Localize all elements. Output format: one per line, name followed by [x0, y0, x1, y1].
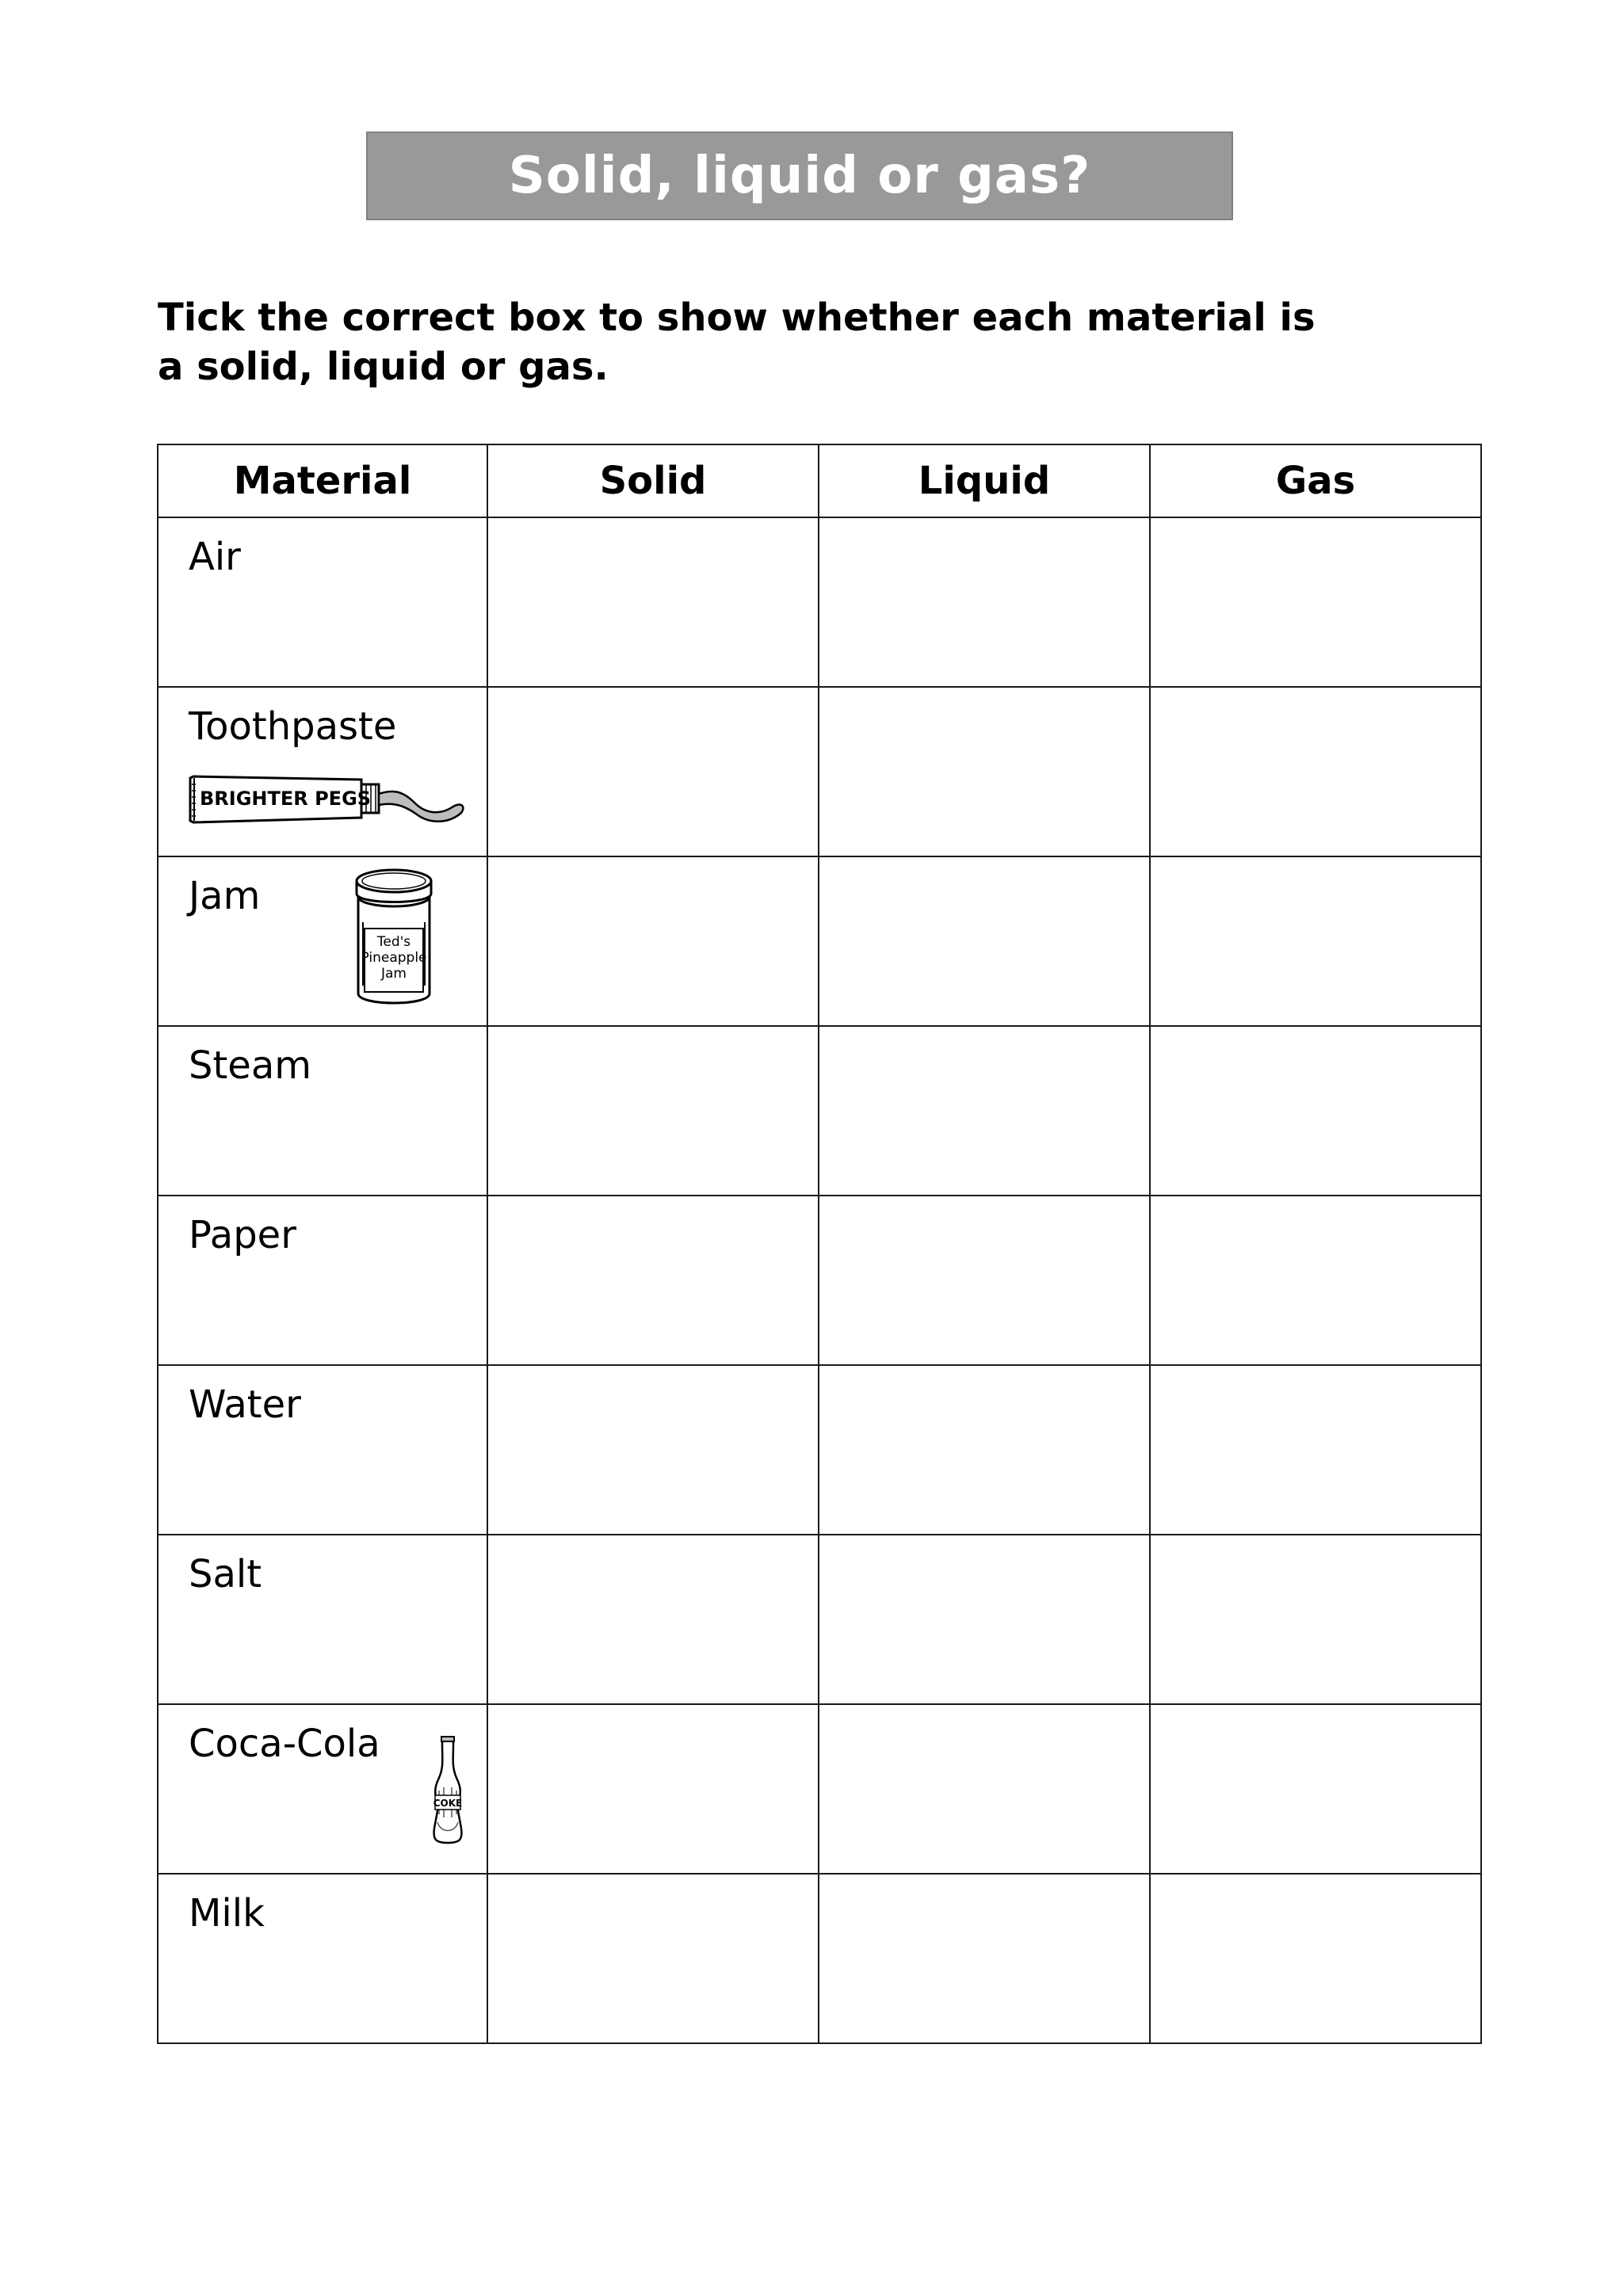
material-label-salt: Salt: [189, 1552, 262, 1596]
solid-tick-box[interactable]: [487, 856, 819, 1026]
table-row: [158, 1365, 1481, 1535]
material-cell: [158, 1704, 487, 1874]
table-row: [158, 856, 1481, 1026]
svg-text:Jam: Jam: [381, 966, 407, 982]
instructions-line-2: a solid, liquid or gas.: [158, 345, 609, 389]
gas-tick-box[interactable]: [1150, 1365, 1481, 1535]
material-cell: [158, 1874, 487, 2043]
page-title: Solid, liquid or gas?: [508, 147, 1091, 205]
gas-tick-box[interactable]: [1150, 687, 1481, 856]
liquid-tick-box[interactable]: [819, 1535, 1150, 1704]
liquid-tick-box[interactable]: [819, 687, 1150, 856]
instructions-line-1: Tick the correct box to show whether each material is: [158, 296, 1316, 340]
liquid-tick-box[interactable]: [819, 856, 1150, 1026]
title-banner: [366, 132, 1233, 220]
material-cell: [158, 1196, 487, 1365]
solid-tick-box[interactable]: [487, 517, 819, 687]
gas-tick-box[interactable]: [1150, 856, 1481, 1026]
solid-tick-box[interactable]: [487, 1874, 819, 2043]
svg-text:Ted's: Ted's: [376, 934, 411, 950]
material-cell: [158, 517, 487, 687]
gas-tick-box[interactable]: [1150, 1196, 1481, 1365]
jam-jar-icon: [352, 867, 436, 1013]
material-cell: [158, 1365, 487, 1535]
liquid-tick-box[interactable]: [819, 517, 1150, 687]
table-row: [158, 687, 1481, 856]
liquid-tick-box[interactable]: [819, 1704, 1150, 1874]
material-label-toothpaste: Toothpaste: [189, 704, 397, 749]
table-row: [158, 1874, 1481, 2043]
table-row: [158, 1704, 1481, 1874]
gas-tick-box[interactable]: [1150, 517, 1481, 687]
liquid-tick-box[interactable]: [819, 1365, 1150, 1535]
header-material: Material: [158, 444, 487, 517]
header-liquid: Liquid: [819, 444, 1150, 517]
material-cell: [158, 1026, 487, 1196]
header-gas: Gas: [1150, 444, 1481, 517]
gas-tick-box[interactable]: [1150, 1704, 1481, 1874]
material-label-paper: Paper: [189, 1213, 296, 1257]
material-label-steam: Steam: [189, 1043, 311, 1088]
solid-tick-box[interactable]: [487, 1026, 819, 1196]
material-label-milk: Milk: [189, 1891, 265, 1936]
solid-tick-box[interactable]: [487, 1196, 819, 1365]
solid-tick-box[interactable]: [487, 1535, 819, 1704]
cola-bottle-icon: [430, 1735, 466, 1849]
svg-text:Pineapple: Pineapple: [361, 950, 427, 966]
instructions: [158, 293, 1394, 391]
table-row: [158, 1026, 1481, 1196]
materials-table: [157, 444, 1482, 2044]
header-solid: Solid: [487, 444, 819, 517]
solid-tick-box[interactable]: [487, 1704, 819, 1874]
liquid-tick-box[interactable]: [819, 1874, 1150, 2043]
material-label-coca-cola: Coca-Cola: [189, 1722, 380, 1766]
table-row: [158, 1196, 1481, 1365]
material-cell: [158, 1535, 487, 1704]
material-cell: [158, 856, 487, 1026]
material-cell: [158, 687, 487, 856]
gas-tick-box[interactable]: [1150, 1026, 1481, 1196]
material-label-water: Water: [189, 1383, 301, 1427]
gas-tick-box[interactable]: [1150, 1535, 1481, 1704]
toothpaste-tube-icon: [187, 767, 472, 837]
liquid-tick-box[interactable]: [819, 1196, 1150, 1365]
solid-tick-box[interactable]: [487, 687, 819, 856]
svg-text:COKE: COKE: [433, 1798, 463, 1809]
gas-tick-box[interactable]: [1150, 1874, 1481, 2043]
table-row: [158, 517, 1481, 687]
material-label-jam: Jam: [189, 874, 261, 918]
liquid-tick-box[interactable]: [819, 1026, 1150, 1196]
table-row: [158, 1535, 1481, 1704]
table-header-row: [158, 444, 1481, 517]
svg-text:BRIGHTER PEGS: BRIGHTER PEGS: [200, 788, 372, 810]
material-label-air: Air: [189, 535, 241, 579]
solid-tick-box[interactable]: [487, 1365, 819, 1535]
